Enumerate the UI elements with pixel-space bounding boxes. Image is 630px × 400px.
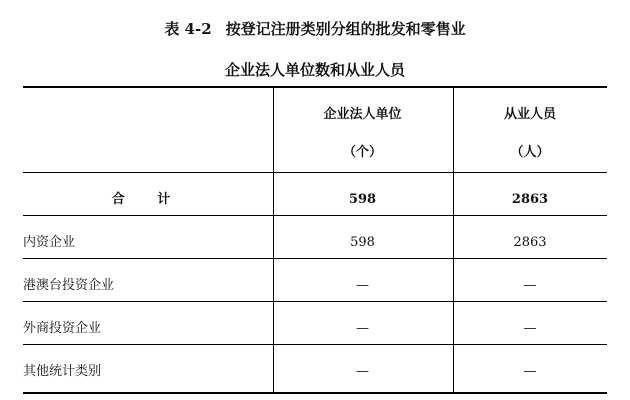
total-employees-value: 2863	[511, 192, 549, 207]
bottom-rule	[23, 392, 607, 394]
row-label-domestic: 内资企业	[23, 235, 76, 250]
table-title-line1: 按登记注册类别分组的批发和零售业	[225, 20, 466, 38]
row-rule	[23, 344, 607, 345]
data-table	[23, 86, 607, 394]
row-rule	[23, 215, 607, 216]
col2-header-unit: （人）	[510, 145, 550, 160]
row-employees-domestic: 2863	[513, 235, 547, 250]
table-number: 表 4-2	[164, 20, 212, 38]
col1-header-name: 企业法人单位	[323, 107, 402, 122]
row-label-other: 其他统计类别	[23, 364, 102, 379]
row-units-other: —	[356, 364, 369, 379]
row-employees-hk-macao-taiwan: —	[523, 278, 537, 293]
total-row-label: 合 计	[111, 192, 185, 207]
top-rule	[23, 86, 607, 88]
table-title	[0, 19, 630, 39]
col1-header-unit: （个）	[342, 145, 382, 160]
row-units-domestic: 598	[350, 235, 375, 250]
row-rule	[23, 258, 607, 259]
row-rule	[23, 301, 607, 302]
row-employees-other: —	[523, 364, 537, 379]
col2-header-name: 从业人员	[503, 107, 556, 122]
row-units-hk-macao-taiwan: —	[356, 278, 369, 293]
row-units-foreign: —	[356, 321, 369, 336]
row-label-hk-macao-taiwan: 港澳台投资企业	[23, 278, 115, 293]
row-label-foreign: 外商投资企业	[23, 321, 102, 336]
header-rule	[23, 172, 607, 173]
row-employees-foreign: —	[523, 321, 537, 336]
total-units-value: 598	[348, 192, 377, 207]
table-title-line2: 企业法人单位数和从业人员	[224, 61, 405, 79]
